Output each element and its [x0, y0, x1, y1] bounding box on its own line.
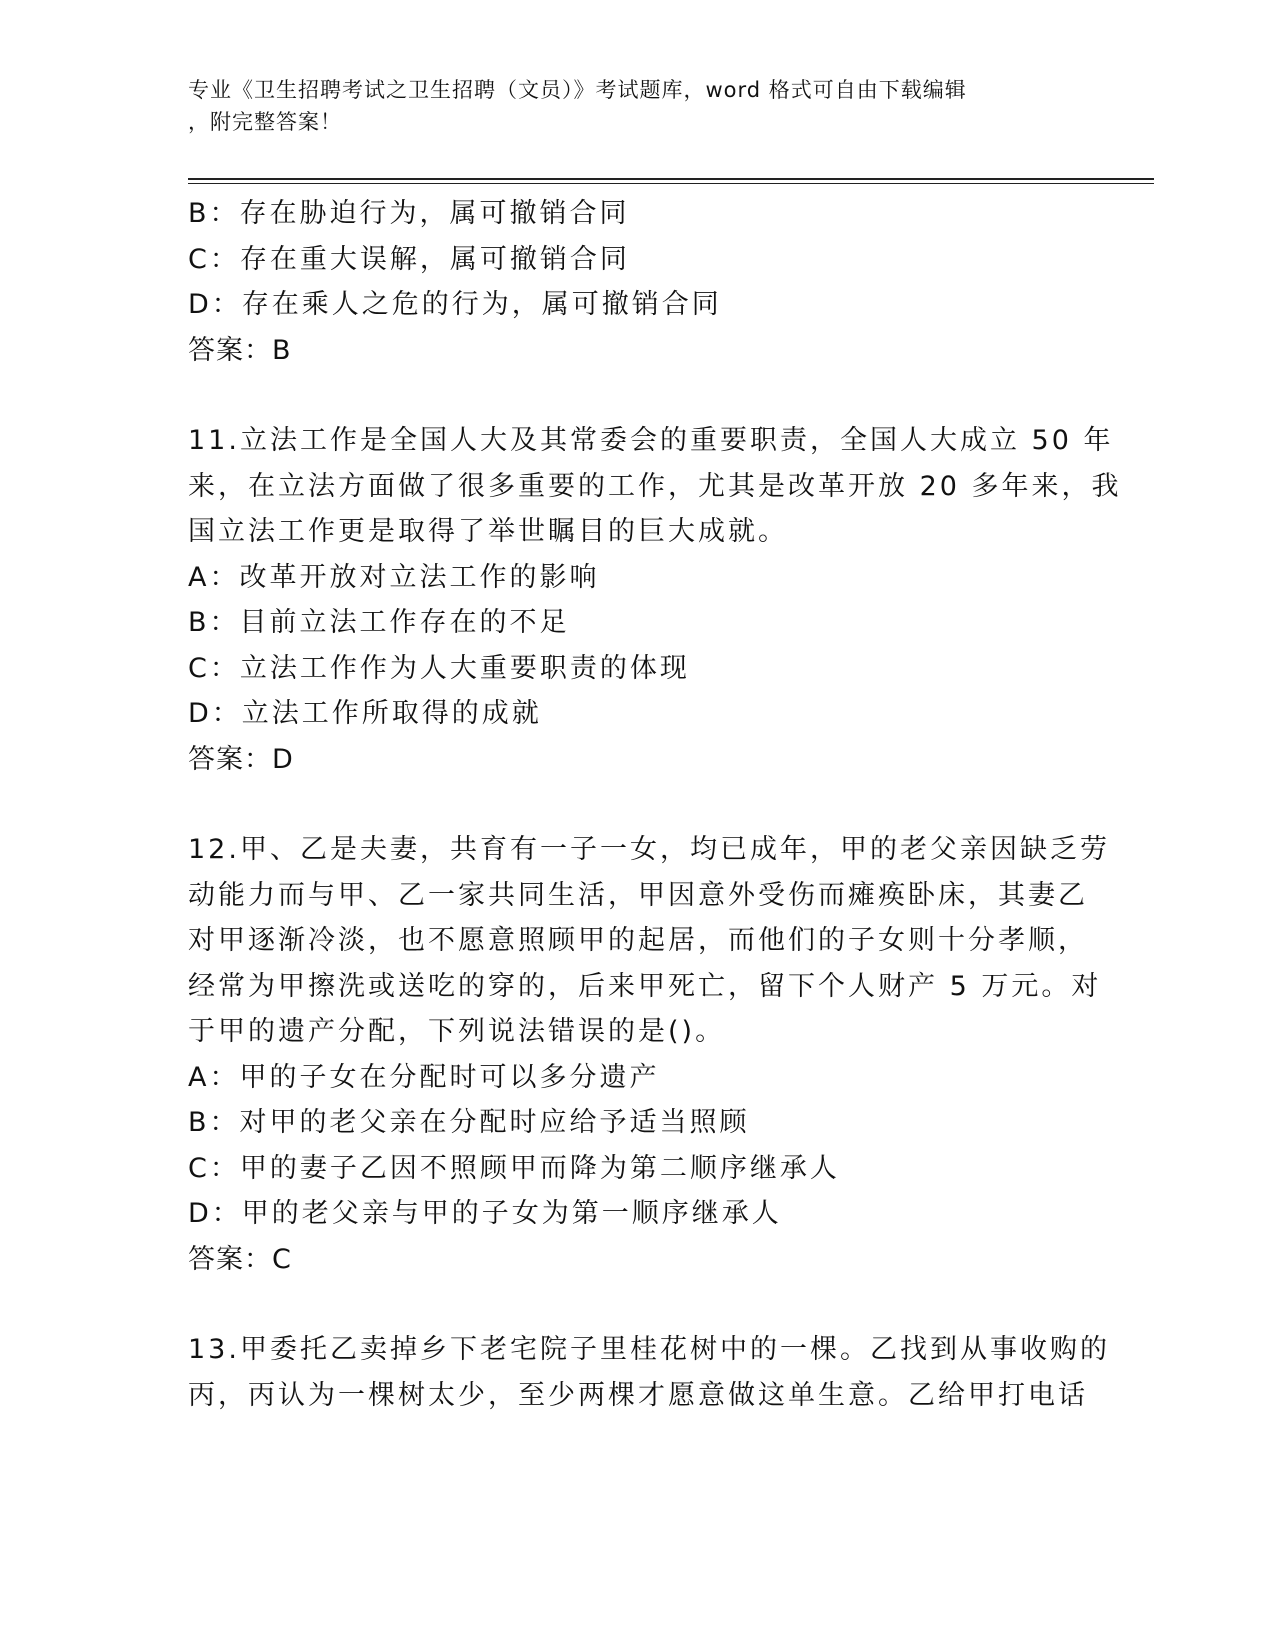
q10-option-c: C：存在重大误解，属可撤销合同 [188, 243, 630, 275]
q11-answer: 答案：D [188, 743, 294, 775]
q12-option-d: D：甲的老父亲与甲的子女为第一顺序继承人 [188, 1198, 782, 1229]
q12-stem-line-2: 动能力而与甲、乙一家共同生活，甲因意外受伤而瘫痪卧床，其妻乙 [188, 879, 1088, 911]
question-10 [188, 191, 1078, 373]
q10-answer: 答案：B [188, 334, 292, 366]
q10-option-d: D：存在乘人之危的行为，属可撤销合同 [188, 289, 722, 320]
q10-option-b: B：存在胁迫行为，属可撤销合同 [188, 198, 630, 229]
spacer [188, 782, 1078, 827]
spacer [188, 1282, 1078, 1327]
q11-option-d: D：立法工作所取得的成就 [188, 698, 542, 729]
q12-answer: 答案：C [188, 1243, 292, 1275]
question-13 [188, 1327, 1110, 1418]
header-line-1: 专业《卫生招聘考试之卫生招聘（文员）》考试题库，word 格式可自由下载编辑 [188, 78, 967, 102]
q11-stem-line-2: 来，在立法方面做了很多重要的工作，尤其是改革开放 20 多年来，我 [188, 470, 1122, 502]
q12-option-b: B：对甲的老父亲在分配时应给予适当照顾 [188, 1107, 750, 1138]
q11-option-a: A：改革开放对立法工作的影响 [188, 561, 600, 593]
document-header [188, 74, 1068, 138]
q11-stem-line-1: 11.立法工作是全国人大及其常委会的重要职责，全国人大成立 50 年 [188, 425, 1114, 456]
q12-stem-line-3: 对甲逐渐冷淡，也不愿意照顾甲的起居，而他们的子女则十分孝顺， [188, 925, 1088, 956]
q11-option-c: C：立法工作作为人大重要职责的体现 [188, 652, 690, 684]
header-line-2: ，附完整答案！ [188, 110, 342, 134]
q12-stem-line-1: 12.甲、乙是夫妻，共育有一子一女，均已成年，甲的老父亲因缺乏劳 [188, 834, 1110, 865]
question-11 [188, 418, 1122, 782]
q12-stem-line-4: 经常为甲擦洗或送吃的穿的，后来甲死亡，留下个人财产 5 万元。对 [188, 970, 1102, 1002]
q13-stem-line-1: 13.甲委托乙卖掉乡下老宅院子里桂花树中的一棵。乙找到从事收购的 [188, 1334, 1110, 1365]
q12-stem-line-5: 于甲的遗产分配，下列说法错误的是()。 [188, 1016, 726, 1047]
header-divider-thick [188, 178, 1154, 180]
spacer [188, 373, 1078, 418]
q13-stem-line-2: 丙，丙认为一棵树太少，至少两棵才愿意做这单生意。乙给甲打电话 [188, 1379, 1088, 1411]
q11-option-b: B：目前立法工作存在的不足 [188, 607, 570, 638]
document-body [188, 191, 1122, 1418]
q12-option-c: C：甲的妻子乙因不照顾甲而降为第二顺序继承人 [188, 1152, 840, 1184]
q11-stem-line-3: 国立法工作更是取得了举世瞩目的巨大成就。 [188, 516, 788, 547]
header-divider-thin [188, 183, 1154, 184]
question-12 [188, 827, 1110, 1282]
q12-option-a: A：甲的子女在分配时可以多分遗产 [188, 1061, 660, 1093]
